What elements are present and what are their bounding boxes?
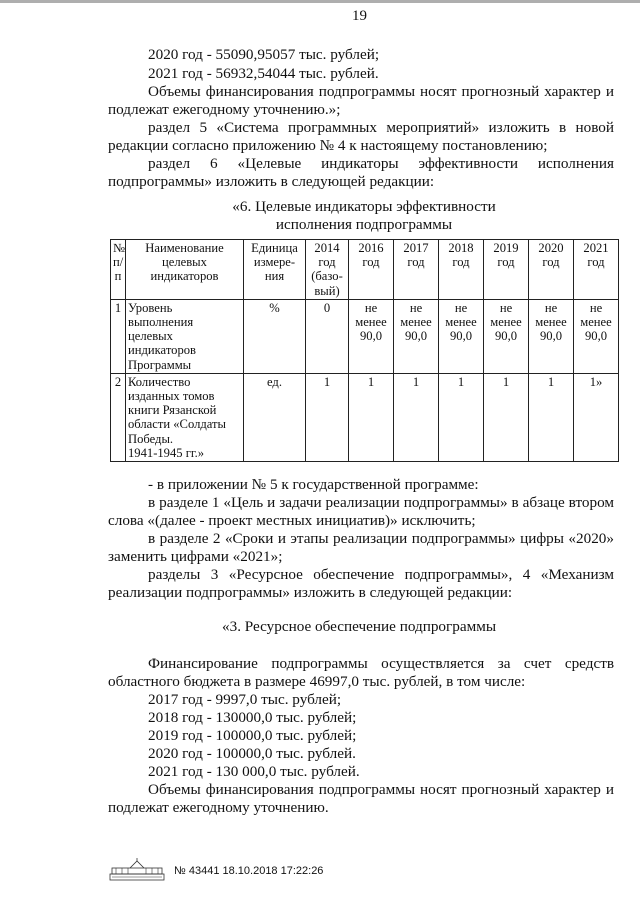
header-year: 2021 год [574, 240, 619, 300]
header-name: Наименование целевых индикаторов [126, 240, 244, 300]
text-line: подпрограммы» изложить в следующей редакции: [108, 173, 435, 190]
text-line: 2021 год - 56932,54044 тыс. рублей. [148, 65, 379, 82]
cell-base: 0 [306, 299, 349, 373]
text-line: Финансирование подпрограммы осуществляется за счет средств [148, 655, 614, 672]
text-line: 2020 год - 100000,0 тыс. рублей. [148, 745, 356, 762]
text-line: 2017 год - 9997,0 тыс. рублей; [148, 691, 342, 708]
table-header-row [111, 240, 619, 300]
text-line: областного бюджета в размере 46997,0 тыс. рублей, в том числе: [108, 673, 526, 690]
cell-unit: ед. [244, 373, 306, 461]
cell-value: не менее 90,0 [349, 299, 394, 373]
header-unit: Единица измере- ния [244, 240, 306, 300]
table-row [111, 373, 619, 461]
cell-value: 1 [349, 373, 394, 461]
text-line: Объемы финансирования подпрограммы носят прогнозный характер и [148, 781, 614, 798]
text-line: в разделе 2 «Сроки и этапы реализации подпрограммы» цифры «2020» [148, 530, 614, 547]
table-title: «6. Целевые индикаторы эффективности [232, 198, 496, 215]
cell-base: 1 [306, 373, 349, 461]
text-line: раздел 5 «Система программных мероприятий» изложить в новой [148, 119, 614, 136]
text-line: реализации подпрограммы» изложить в следующей редакции: [108, 584, 513, 601]
text-line: 2018 год - 130000,0 тыс. рублей; [148, 709, 357, 726]
cell-value: не менее 90,0 [394, 299, 439, 373]
text-line: подлежат ежегодному уточнению. [108, 799, 329, 816]
text-line: слова «(далее - проект местных инициатив)» исключить; [108, 512, 476, 529]
header-base-year: 2014 год (базо- вый) [306, 240, 349, 300]
text-line: редакции согласно приложению № 4 к настоящему постановлению; [108, 137, 548, 154]
cell-num: 2 [111, 373, 126, 461]
header-year: 2016 год [349, 240, 394, 300]
cell-value: 1» [574, 373, 619, 461]
text-line: 2021 год - 130 000,0 тыс. рублей. [148, 763, 360, 780]
section-heading: «3. Ресурсное обеспечение подпрограммы [222, 618, 497, 635]
page-number: 19 [352, 8, 367, 24]
cell-value: не менее 90,0 [439, 299, 484, 373]
text-line: - в приложении № 5 к государственной программе: [148, 476, 479, 493]
header-year: 2019 год [484, 240, 529, 300]
cell-name: Уровень выполнения целевых индикаторов Программы [126, 299, 244, 373]
text-line: 2019 год - 100000,0 тыс. рублей; [148, 727, 357, 744]
text-line: подлежат ежегодному уточнению.»; [108, 101, 341, 118]
header-num: № п/п [111, 240, 126, 300]
header-year: 2020 год [529, 240, 574, 300]
cell-value: 1 [484, 373, 529, 461]
header-year: 2018 год [439, 240, 484, 300]
header-year: 2017 год [394, 240, 439, 300]
cell-value: 1 [439, 373, 484, 461]
cell-name: Количество изданных томов книги Рязанской области «Солдаты Победы. 1941-1945 гг.» [126, 373, 244, 461]
cell-value: не менее 90,0 [574, 299, 619, 373]
cell-num: 1 [111, 299, 126, 373]
cell-value: 1 [394, 373, 439, 461]
cell-value: 1 [529, 373, 574, 461]
scan-edge-line [0, 0, 640, 3]
building-logo-icon [108, 858, 166, 882]
table-row [111, 299, 619, 373]
footer-stamp [108, 858, 368, 882]
text-line: 2020 год - 55090,95057 тыс. рублей; [148, 46, 380, 63]
text-line: в разделе 1 «Цель и задачи реализации подпрограммы» в абзаце втором [148, 494, 614, 511]
cell-value: не менее 90,0 [484, 299, 529, 373]
text-line: раздел 6 «Целевые индикаторы эффективности исполнения [148, 155, 614, 172]
cell-value: не менее 90,0 [529, 299, 574, 373]
text-line: заменить цифрами «2021»; [108, 548, 283, 565]
text-line: разделы 3 «Ресурсное обеспечение подпрограммы», 4 «Механизм [148, 566, 614, 583]
document-registration-info: № 43441 18.10.2018 17:22:26 [174, 865, 324, 877]
text-line: Объемы финансирования подпрограммы носят прогнозный характер и [148, 83, 614, 100]
cell-unit: % [244, 299, 306, 373]
indicators-table [110, 239, 619, 462]
table-title: исполнения подпрограммы [275, 216, 453, 233]
